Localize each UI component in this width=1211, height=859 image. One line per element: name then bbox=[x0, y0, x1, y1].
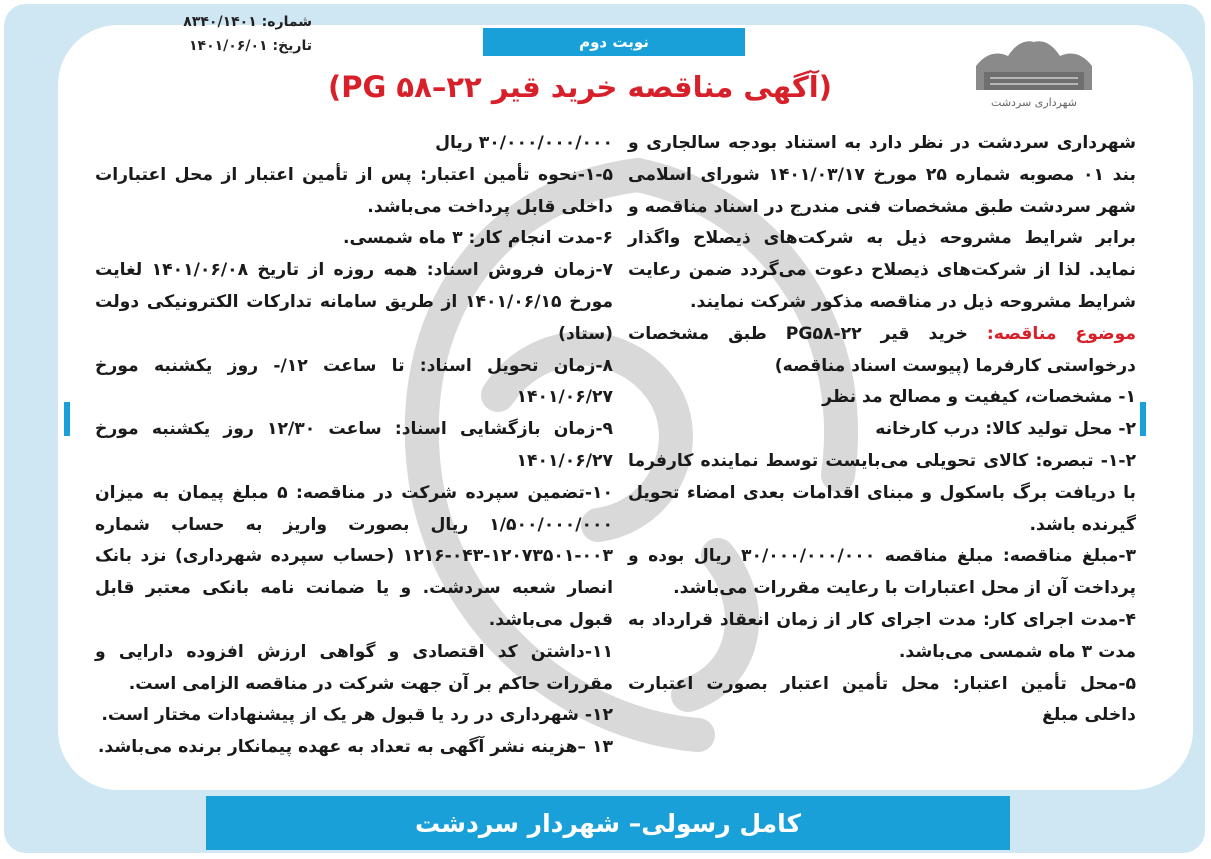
left-edge-marker bbox=[64, 402, 70, 436]
item-3: ۳-مبلغ مناقصه: مبلغ مناقصه ۳۰/۰۰۰/۰۰۰/۰۰۰ ریال بوده و پرداخت آن از محل اعتبارات با رعایت مقررات می‌باشد. bbox=[628, 546, 1136, 599]
item-13: ۱۳ –هزینه نشر آگهی به تعداد به عهده پیمانکار برنده می‌باشد. bbox=[97, 737, 613, 758]
item-7: ۷-زمان فروش اسناد: همه روزه از تاریخ ۱۴۰۱/۰۶/۰۸ لغایت مورخ ۱۴۰۱/۰۶/۱۵ از طریق سامانه تدارکات الکترونیکی دولت (ستاد) bbox=[95, 260, 613, 344]
item-11: ۱۱-داشتن کد اقتصادی و گواهی ارزش افزوده دارایی و مقررات حاکم بر آن جهت شرکت در مناقصه الزامی است. bbox=[95, 641, 613, 694]
amount-line: ۳۰/۰۰۰/۰۰۰/۰۰۰ ریال bbox=[435, 133, 613, 153]
right-column bbox=[628, 128, 1136, 732]
notice-title: (آگهی مناقصه خرید قیر ۲۲–PG ۵۸) bbox=[328, 70, 832, 104]
item-5: ۵-محل تأمین اعتبار: محل تأمین اعتبار بصورت اعتبارت داخلی مبلغ bbox=[628, 673, 1136, 726]
item-12: ۱۲- شهرداری در رد یا قبول هر یک از پیشنهادات مختار است. bbox=[101, 705, 613, 726]
left-column bbox=[95, 128, 613, 764]
item-8: ۸-زمان تحویل اسناد: تا ساعت ۱۲/- روز یکشنبه مورخ ۱۴۰۱/۰۶/۲۷ bbox=[95, 355, 613, 408]
notice-meta bbox=[112, 10, 312, 58]
number-value: ۸۳۴۰/۱۴۰۱ bbox=[183, 14, 257, 30]
edition-badge: نوبت دوم bbox=[483, 28, 745, 56]
number-label: شماره: bbox=[261, 14, 312, 30]
item-4: ۴-مدت اجرای کار: مدت اجرای کار از زمان انعقاد قرارداد به مدت ۳ ماه شمسی می‌باشد. bbox=[628, 609, 1136, 662]
right-edge-marker bbox=[1140, 402, 1146, 436]
signature-banner: کامل رسولی– شهردار سردشت bbox=[206, 796, 1010, 850]
subject-paragraph bbox=[628, 319, 1136, 383]
date-row bbox=[112, 34, 312, 58]
subject-text: خرید قیر ۲۲-PG۵۸ طبق مشخصات درخواستی کارفرما (پیوست اسناد مناقصه) bbox=[628, 323, 1136, 376]
item-2-1: ۱-۲- تبصره: کالای تحویلی می‌بایست توسط نماینده کارفرما با دریافت برگ باسکول و مبنای اقدامات بعدی امضاء تحویل گیرنده باشد. bbox=[628, 450, 1136, 535]
number-row bbox=[112, 10, 312, 34]
date-value: ۱۴۰۱/۰۶/۰۱ bbox=[189, 38, 268, 54]
intro-paragraph: شهرداری سردشت در نظر دارد به استناد بودجه سالجاری و بند ۰۱ مصوبه شماره ۲۵ مورخ ۱۴۰۱/۰۳/۱۷ شورای اسلامی شهر سردشت طبق مشخصات فنی مندرج در اسناد مناقصه و برابر شرایط مشروحه ذیل به شرکت‌های ذیصلاح واگذار نماید. لذا از شرکت‌های ذیصلاح دعوت می‌گردد ضمن رعایت شرایط مشروحه ذیل در مناقصه مذکور شرکت نمایند. bbox=[628, 133, 1136, 312]
item-10: ۱۰-تضمین سپرده شرکت در مناقصه: ۵ مبلغ پیمان به میزان ۱/۵۰۰/۰۰۰/۰۰۰ ریال بصورت واریز به حساب شماره ۰۰۳-۱۲۰۷۳۵۰۱-۰۴۳-۱۲۱۶ (حساب سپرده شهرداری) نزد بانک انصار شعبه سردشت. و یا ضمانت نامه بانکی معتبر قابل قبول می‌باشد. bbox=[95, 482, 613, 630]
logo-skyline-icon bbox=[970, 28, 1098, 96]
item-2: ۲- محل تولید کالا: درب کارخانه bbox=[875, 419, 1136, 440]
item-9: ۹-زمان بازگشایی اسناد: ساعت ۱۲/۳۰ روز یکشنبه مورخ ۱۴۰۱/۰۶/۲۷ bbox=[95, 419, 613, 471]
subject-label: موضوع مناقصه: bbox=[986, 323, 1137, 344]
item-1: ۱- مشخصات، کیفیت و مصالح مد نظر bbox=[822, 387, 1136, 408]
date-label: تاریخ: bbox=[272, 38, 312, 54]
logo-caption: شهرداری سردشت bbox=[991, 96, 1077, 109]
item-5-1: ۱-۵-نحوه تأمین اعتبار: پس از تأمین اعتبار از محل اعتبارات داخلی قابل پرداخت می‌باشد. bbox=[95, 164, 613, 217]
municipality-logo bbox=[970, 28, 1098, 116]
item-6: ۶-مدت انجام کار: ۳ ماه شمسی. bbox=[343, 228, 613, 249]
